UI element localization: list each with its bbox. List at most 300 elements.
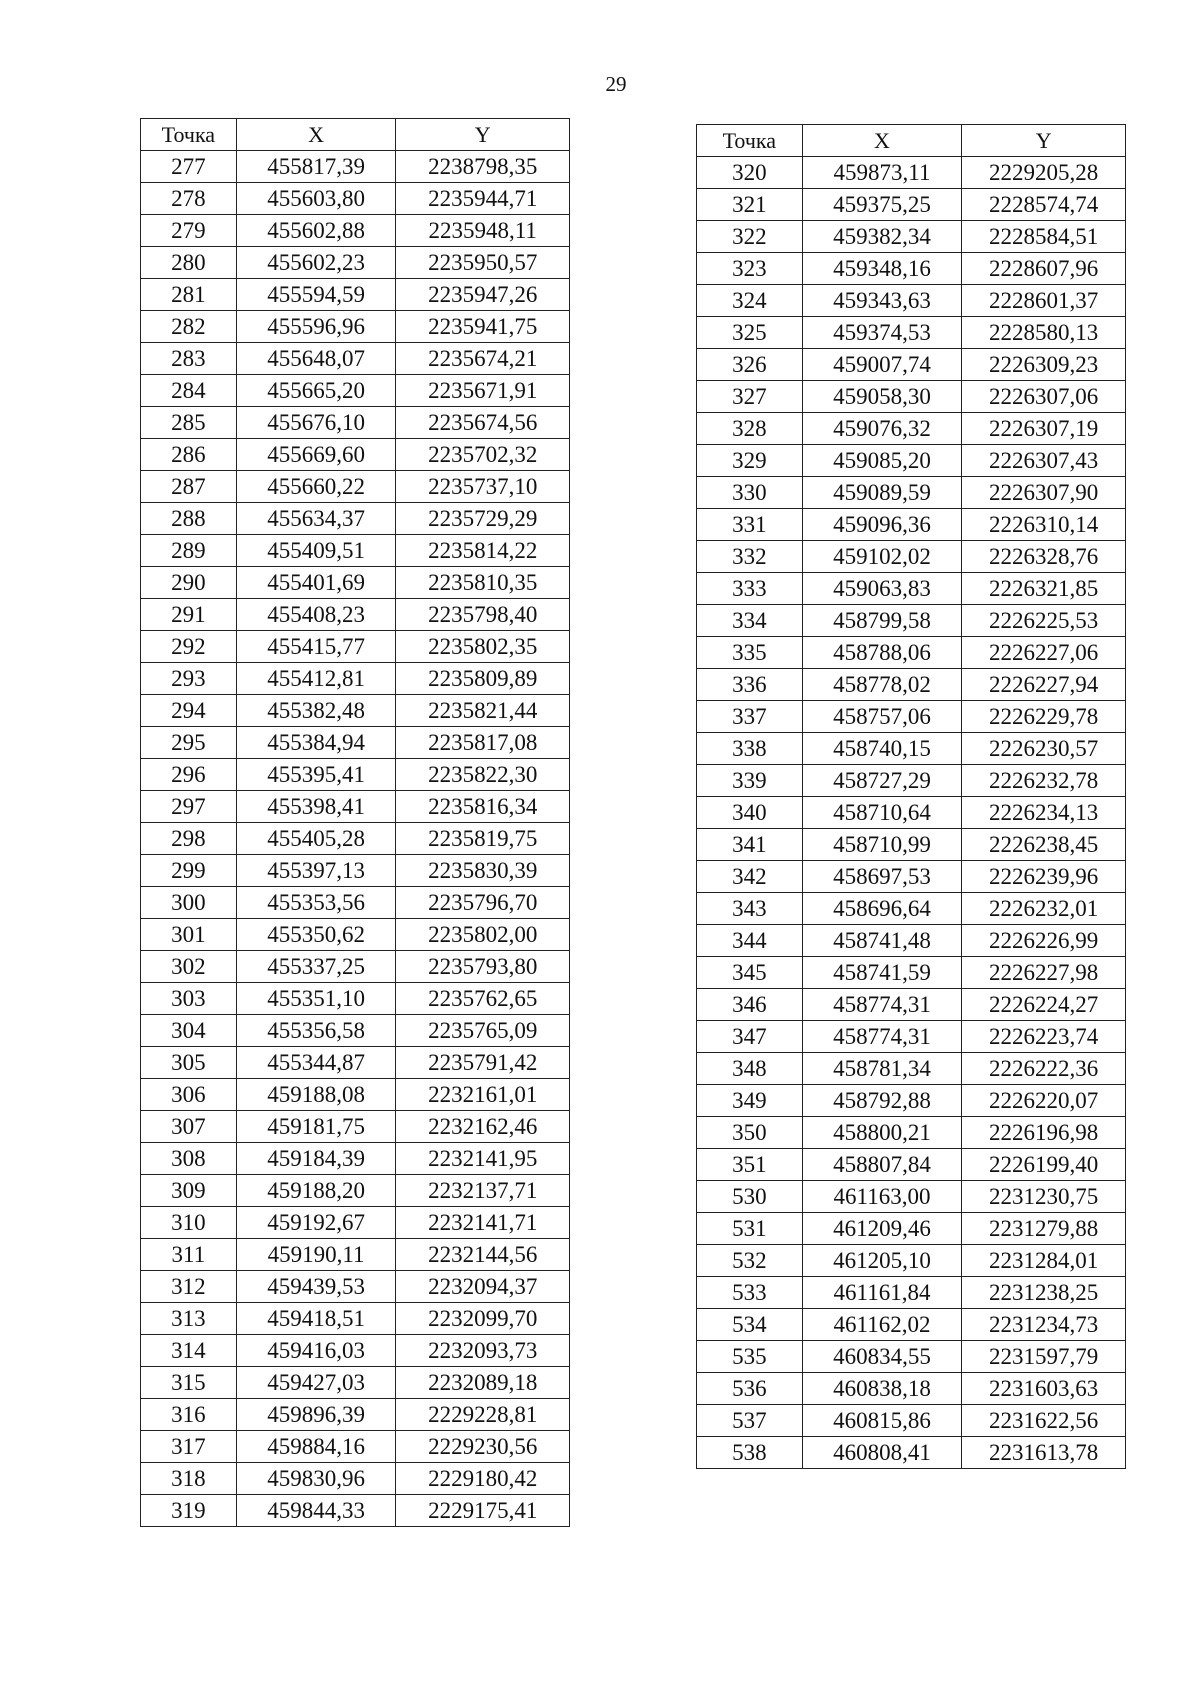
cell-x: 455408,23: [236, 599, 396, 631]
table-row: [697, 189, 1126, 221]
cell-point: 291: [141, 599, 237, 631]
table-row: [141, 1111, 570, 1143]
cell-x: 458741,48: [802, 925, 962, 957]
cell-y: 2229230,56: [396, 1431, 570, 1463]
cell-point: 281: [141, 279, 237, 311]
cell-y: 2231613,78: [962, 1437, 1126, 1469]
table-row: [697, 317, 1126, 349]
table-row: [141, 1143, 570, 1175]
table-row: [697, 285, 1126, 317]
cell-point: 308: [141, 1143, 237, 1175]
cell-point: 328: [697, 413, 803, 445]
cell-y: 2235796,70: [396, 887, 570, 919]
table-row: [141, 215, 570, 247]
cell-point: 278: [141, 183, 237, 215]
table-row: [697, 1149, 1126, 1181]
table-row: [141, 247, 570, 279]
cell-y: 2232162,46: [396, 1111, 570, 1143]
cell-point: 336: [697, 669, 803, 701]
cell-x: 459348,16: [802, 253, 962, 285]
cell-point: 347: [697, 1021, 803, 1053]
cell-x: 455351,10: [236, 983, 396, 1015]
table-row: [697, 829, 1126, 861]
cell-point: 530: [697, 1181, 803, 1213]
cell-y: 2231230,75: [962, 1181, 1126, 1213]
cell-y: 2226307,43: [962, 445, 1126, 477]
cell-x: 460834,55: [802, 1341, 962, 1373]
cell-x: 459343,63: [802, 285, 962, 317]
table-header-row: [141, 119, 570, 151]
cell-x: 458741,59: [802, 957, 962, 989]
cell-point: 338: [697, 733, 803, 765]
cell-y: 2235830,39: [396, 855, 570, 887]
cell-point: 346: [697, 989, 803, 1021]
cell-y: 2229228,81: [396, 1399, 570, 1431]
table-row: [141, 151, 570, 183]
table-row: [141, 1495, 570, 1527]
table-row: [697, 1437, 1126, 1469]
table-row: [141, 695, 570, 727]
cell-y: 2235793,80: [396, 951, 570, 983]
cell-y: 2235821,44: [396, 695, 570, 727]
cell-point: 334: [697, 605, 803, 637]
cell-y: 2231603,63: [962, 1373, 1126, 1405]
table-row: [141, 1015, 570, 1047]
header-point: Точка: [141, 119, 237, 151]
cell-y: 2226227,06: [962, 637, 1126, 669]
cell-x: 461163,00: [802, 1181, 962, 1213]
table-row: [697, 765, 1126, 797]
cell-point: 342: [697, 861, 803, 893]
cell-y: 2229205,28: [962, 157, 1126, 189]
cell-x: 459089,59: [802, 477, 962, 509]
table-row: [697, 1085, 1126, 1117]
coordinates-table-left: [140, 118, 570, 1527]
cell-point: 289: [141, 535, 237, 567]
table-row: [697, 1053, 1126, 1085]
table-row: [141, 375, 570, 407]
table-body-left: [141, 151, 570, 1527]
cell-y: 2235729,29: [396, 503, 570, 535]
cell-x: 459374,53: [802, 317, 962, 349]
cell-x: 458799,58: [802, 605, 962, 637]
table-row: [697, 1309, 1126, 1341]
table-row: [697, 1373, 1126, 1405]
cell-point: 335: [697, 637, 803, 669]
cell-point: 315: [141, 1367, 237, 1399]
cell-y: 2235809,89: [396, 663, 570, 695]
cell-x: 459188,08: [236, 1079, 396, 1111]
cell-y: 2235944,71: [396, 183, 570, 215]
table-row: [697, 925, 1126, 957]
cell-y: 2235674,21: [396, 343, 570, 375]
cell-x: 459375,25: [802, 189, 962, 221]
cell-point: 344: [697, 925, 803, 957]
cell-point: 348: [697, 1053, 803, 1085]
table-row: [141, 759, 570, 791]
cell-point: 283: [141, 343, 237, 375]
cell-point: 343: [697, 893, 803, 925]
table-row: [697, 509, 1126, 541]
cell-x: 458697,53: [802, 861, 962, 893]
table-row: [697, 1021, 1126, 1053]
table-row: [141, 1335, 570, 1367]
cell-y: 2235819,75: [396, 823, 570, 855]
cell-y: 2226226,99: [962, 925, 1126, 957]
cell-point: 287: [141, 471, 237, 503]
table-row: [141, 791, 570, 823]
cell-y: 2235674,56: [396, 407, 570, 439]
cell-y: 2235762,65: [396, 983, 570, 1015]
cell-x: 458774,31: [802, 1021, 962, 1053]
cell-y: 2235947,26: [396, 279, 570, 311]
cell-x: 459418,51: [236, 1303, 396, 1335]
table-row: [141, 1239, 570, 1271]
cell-x: 461205,10: [802, 1245, 962, 1277]
table-row: [141, 1399, 570, 1431]
cell-point: 537: [697, 1405, 803, 1437]
cell-x: 458800,21: [802, 1117, 962, 1149]
cell-point: 534: [697, 1309, 803, 1341]
table-row: [141, 663, 570, 695]
cell-y: 2226227,94: [962, 669, 1126, 701]
table-row: [697, 1213, 1126, 1245]
cell-y: 2229180,42: [396, 1463, 570, 1495]
cell-point: 323: [697, 253, 803, 285]
cell-x: 455817,39: [236, 151, 396, 183]
cell-x: 455596,96: [236, 311, 396, 343]
cell-y: 2226238,45: [962, 829, 1126, 861]
table-row: [697, 989, 1126, 1021]
cell-point: 339: [697, 765, 803, 797]
cell-y: 2232099,70: [396, 1303, 570, 1335]
table-row: [697, 573, 1126, 605]
cell-y: 2232094,37: [396, 1271, 570, 1303]
cell-point: 337: [697, 701, 803, 733]
table-row: [141, 279, 570, 311]
cell-x: 455665,20: [236, 375, 396, 407]
table-row: [697, 1277, 1126, 1309]
cell-y: 2235810,35: [396, 567, 570, 599]
cell-y: 2235814,22: [396, 535, 570, 567]
cell-x: 459058,30: [802, 381, 962, 413]
cell-y: 2232161,01: [396, 1079, 570, 1111]
cell-point: 284: [141, 375, 237, 407]
cell-point: 293: [141, 663, 237, 695]
cell-y: 2226230,57: [962, 733, 1126, 765]
cell-point: 317: [141, 1431, 237, 1463]
cell-point: 304: [141, 1015, 237, 1047]
table-row: [697, 957, 1126, 989]
table-row: [141, 311, 570, 343]
cell-y: 2232141,95: [396, 1143, 570, 1175]
cell-x: 455676,10: [236, 407, 396, 439]
cell-point: 330: [697, 477, 803, 509]
cell-x: 459085,20: [802, 445, 962, 477]
cell-x: 461162,02: [802, 1309, 962, 1341]
cell-x: 459188,20: [236, 1175, 396, 1207]
page-number: 29: [605, 72, 627, 96]
cell-x: 460815,86: [802, 1405, 962, 1437]
cell-y: 2226232,78: [962, 765, 1126, 797]
table-row: [141, 439, 570, 471]
cell-y: 2231238,25: [962, 1277, 1126, 1309]
table-row: [141, 919, 570, 951]
cell-point: 321: [697, 189, 803, 221]
cell-x: 459884,16: [236, 1431, 396, 1463]
cell-x: 455594,59: [236, 279, 396, 311]
cell-x: 455398,41: [236, 791, 396, 823]
cell-point: 324: [697, 285, 803, 317]
table-row: [141, 1047, 570, 1079]
cell-y: 2226232,01: [962, 893, 1126, 925]
cell-y: 2226234,13: [962, 797, 1126, 829]
cell-y: 2228584,51: [962, 221, 1126, 253]
cell-point: 325: [697, 317, 803, 349]
cell-x: 455350,62: [236, 919, 396, 951]
cell-x: 455669,60: [236, 439, 396, 471]
cell-y: 2226225,53: [962, 605, 1126, 637]
table-row: [697, 541, 1126, 573]
cell-point: 314: [141, 1335, 237, 1367]
cell-y: 2235765,09: [396, 1015, 570, 1047]
cell-point: 538: [697, 1437, 803, 1469]
cell-point: 297: [141, 791, 237, 823]
cell-x: 455648,07: [236, 343, 396, 375]
cell-y: 2235791,42: [396, 1047, 570, 1079]
cell-x: 455409,51: [236, 535, 396, 567]
table-row: [697, 1245, 1126, 1277]
cell-y: 2226310,14: [962, 509, 1126, 541]
cell-x: 459192,67: [236, 1207, 396, 1239]
cell-y: 2235802,00: [396, 919, 570, 951]
cell-y: 2232093,73: [396, 1335, 570, 1367]
cell-y: 2226307,19: [962, 413, 1126, 445]
cell-point: 341: [697, 829, 803, 861]
cell-x: 455634,37: [236, 503, 396, 535]
cell-x: 459844,33: [236, 1495, 396, 1527]
header-point: Точка: [697, 125, 803, 157]
cell-point: 331: [697, 509, 803, 541]
table-body-right: [697, 157, 1126, 1469]
cell-x: 459181,75: [236, 1111, 396, 1143]
cell-y: 2235822,30: [396, 759, 570, 791]
cell-point: 305: [141, 1047, 237, 1079]
cell-x: 459190,11: [236, 1239, 396, 1271]
cell-point: 299: [141, 855, 237, 887]
cell-y: 2235941,75: [396, 311, 570, 343]
cell-point: 316: [141, 1399, 237, 1431]
table-row: [697, 157, 1126, 189]
cell-point: 296: [141, 759, 237, 791]
cell-x: 455353,56: [236, 887, 396, 919]
table-row: [141, 503, 570, 535]
cell-point: 312: [141, 1271, 237, 1303]
cell-x: 455405,28: [236, 823, 396, 855]
cell-y: 2235802,35: [396, 631, 570, 663]
table-row: [141, 1303, 570, 1335]
table-row: [141, 1175, 570, 1207]
cell-point: 345: [697, 957, 803, 989]
cell-point: 309: [141, 1175, 237, 1207]
cell-x: 455401,69: [236, 567, 396, 599]
cell-point: 327: [697, 381, 803, 413]
table-row: [141, 727, 570, 759]
table-row: [141, 471, 570, 503]
table-row: [141, 951, 570, 983]
cell-x: 458757,06: [802, 701, 962, 733]
cell-x: 458781,34: [802, 1053, 962, 1085]
table-row: [697, 349, 1126, 381]
cell-x: 459076,32: [802, 413, 962, 445]
table-row: [697, 669, 1126, 701]
cell-point: 340: [697, 797, 803, 829]
cell-x: 455602,23: [236, 247, 396, 279]
cell-y: 2235948,11: [396, 215, 570, 247]
table-row: [697, 1117, 1126, 1149]
table-row: [697, 1405, 1126, 1437]
cell-x: 459896,39: [236, 1399, 396, 1431]
cell-point: 290: [141, 567, 237, 599]
cell-x: 459830,96: [236, 1463, 396, 1495]
cell-y: 2235798,40: [396, 599, 570, 631]
cell-point: 294: [141, 695, 237, 727]
cell-x: 455382,48: [236, 695, 396, 727]
table-row: [697, 445, 1126, 477]
table-row: [141, 1463, 570, 1495]
cell-x: 459063,83: [802, 573, 962, 605]
cell-y: 2235817,08: [396, 727, 570, 759]
cell-point: 279: [141, 215, 237, 247]
cell-x: 458710,64: [802, 797, 962, 829]
cell-x: 461209,46: [802, 1213, 962, 1245]
cell-x: 459007,74: [802, 349, 962, 381]
table-row: [697, 413, 1126, 445]
cell-point: 292: [141, 631, 237, 663]
cell-y: 2226307,06: [962, 381, 1126, 413]
cell-point: 300: [141, 887, 237, 919]
table-row: [697, 381, 1126, 413]
cell-x: 458792,88: [802, 1085, 962, 1117]
cell-x: 459382,34: [802, 221, 962, 253]
cell-point: 303: [141, 983, 237, 1015]
table-row: [141, 823, 570, 855]
cell-point: 302: [141, 951, 237, 983]
cell-x: 460808,41: [802, 1437, 962, 1469]
table-row: [697, 733, 1126, 765]
header-y: Y: [962, 125, 1126, 157]
cell-x: 455356,58: [236, 1015, 396, 1047]
cell-y: 2232144,56: [396, 1239, 570, 1271]
cell-y: 2235950,57: [396, 247, 570, 279]
cell-y: 2228601,37: [962, 285, 1126, 317]
cell-x: 459427,03: [236, 1367, 396, 1399]
cell-x: 455602,88: [236, 215, 396, 247]
cell-point: 277: [141, 151, 237, 183]
cell-point: 311: [141, 1239, 237, 1271]
cell-y: 2226227,98: [962, 957, 1126, 989]
cell-point: 313: [141, 1303, 237, 1335]
table-row: [697, 1181, 1126, 1213]
cell-y: 2226309,23: [962, 349, 1126, 381]
cell-point: 349: [697, 1085, 803, 1117]
table-row: [697, 253, 1126, 285]
cell-x: 459439,53: [236, 1271, 396, 1303]
cell-x: 455397,13: [236, 855, 396, 887]
header-x: X: [802, 125, 962, 157]
cell-y: 2226321,85: [962, 573, 1126, 605]
cell-point: 329: [697, 445, 803, 477]
header-x: X: [236, 119, 396, 151]
cell-y: 2226223,74: [962, 1021, 1126, 1053]
cell-y: 2226229,78: [962, 701, 1126, 733]
table-row: [141, 1431, 570, 1463]
cell-y: 2226196,98: [962, 1117, 1126, 1149]
cell-y: 2229175,41: [396, 1495, 570, 1527]
table-row: [141, 631, 570, 663]
cell-x: 455660,22: [236, 471, 396, 503]
table-row: [141, 599, 570, 631]
cell-point: 320: [697, 157, 803, 189]
cell-y: 2231284,01: [962, 1245, 1126, 1277]
table-row: [141, 887, 570, 919]
cell-point: 285: [141, 407, 237, 439]
cell-x: 458807,84: [802, 1149, 962, 1181]
cell-point: 322: [697, 221, 803, 253]
cell-y: 2228580,13: [962, 317, 1126, 349]
cell-y: 2232141,71: [396, 1207, 570, 1239]
cell-point: 295: [141, 727, 237, 759]
cell-y: 2226239,96: [962, 861, 1126, 893]
cell-point: 282: [141, 311, 237, 343]
table-row: [141, 855, 570, 887]
cell-point: 350: [697, 1117, 803, 1149]
table-row: [141, 183, 570, 215]
table-row: [141, 407, 570, 439]
cell-x: 460838,18: [802, 1373, 962, 1405]
cell-y: 2235702,32: [396, 439, 570, 471]
cell-point: 301: [141, 919, 237, 951]
header-y: Y: [396, 119, 570, 151]
cell-point: 280: [141, 247, 237, 279]
table-row: [141, 1271, 570, 1303]
cell-y: 2226307,90: [962, 477, 1126, 509]
coordinates-table-right: [696, 124, 1126, 1469]
table-row: [697, 893, 1126, 925]
cell-x: 461161,84: [802, 1277, 962, 1309]
cell-y: 2231597,79: [962, 1341, 1126, 1373]
cell-point: 288: [141, 503, 237, 535]
cell-point: 533: [697, 1277, 803, 1309]
cell-point: 307: [141, 1111, 237, 1143]
cell-x: 459184,39: [236, 1143, 396, 1175]
cell-y: 2238798,35: [396, 151, 570, 183]
cell-y: 2235737,10: [396, 471, 570, 503]
table-row: [141, 1079, 570, 1111]
cell-x: 458727,29: [802, 765, 962, 797]
cell-x: 455603,80: [236, 183, 396, 215]
cell-x: 455384,94: [236, 727, 396, 759]
cell-point: 536: [697, 1373, 803, 1405]
cell-y: 2228574,74: [962, 189, 1126, 221]
table-row: [697, 477, 1126, 509]
cell-point: 298: [141, 823, 237, 855]
cell-point: 532: [697, 1245, 803, 1277]
cell-x: 455412,81: [236, 663, 396, 695]
table-row: [697, 221, 1126, 253]
cell-x: 455344,87: [236, 1047, 396, 1079]
cell-y: 2226199,40: [962, 1149, 1126, 1181]
